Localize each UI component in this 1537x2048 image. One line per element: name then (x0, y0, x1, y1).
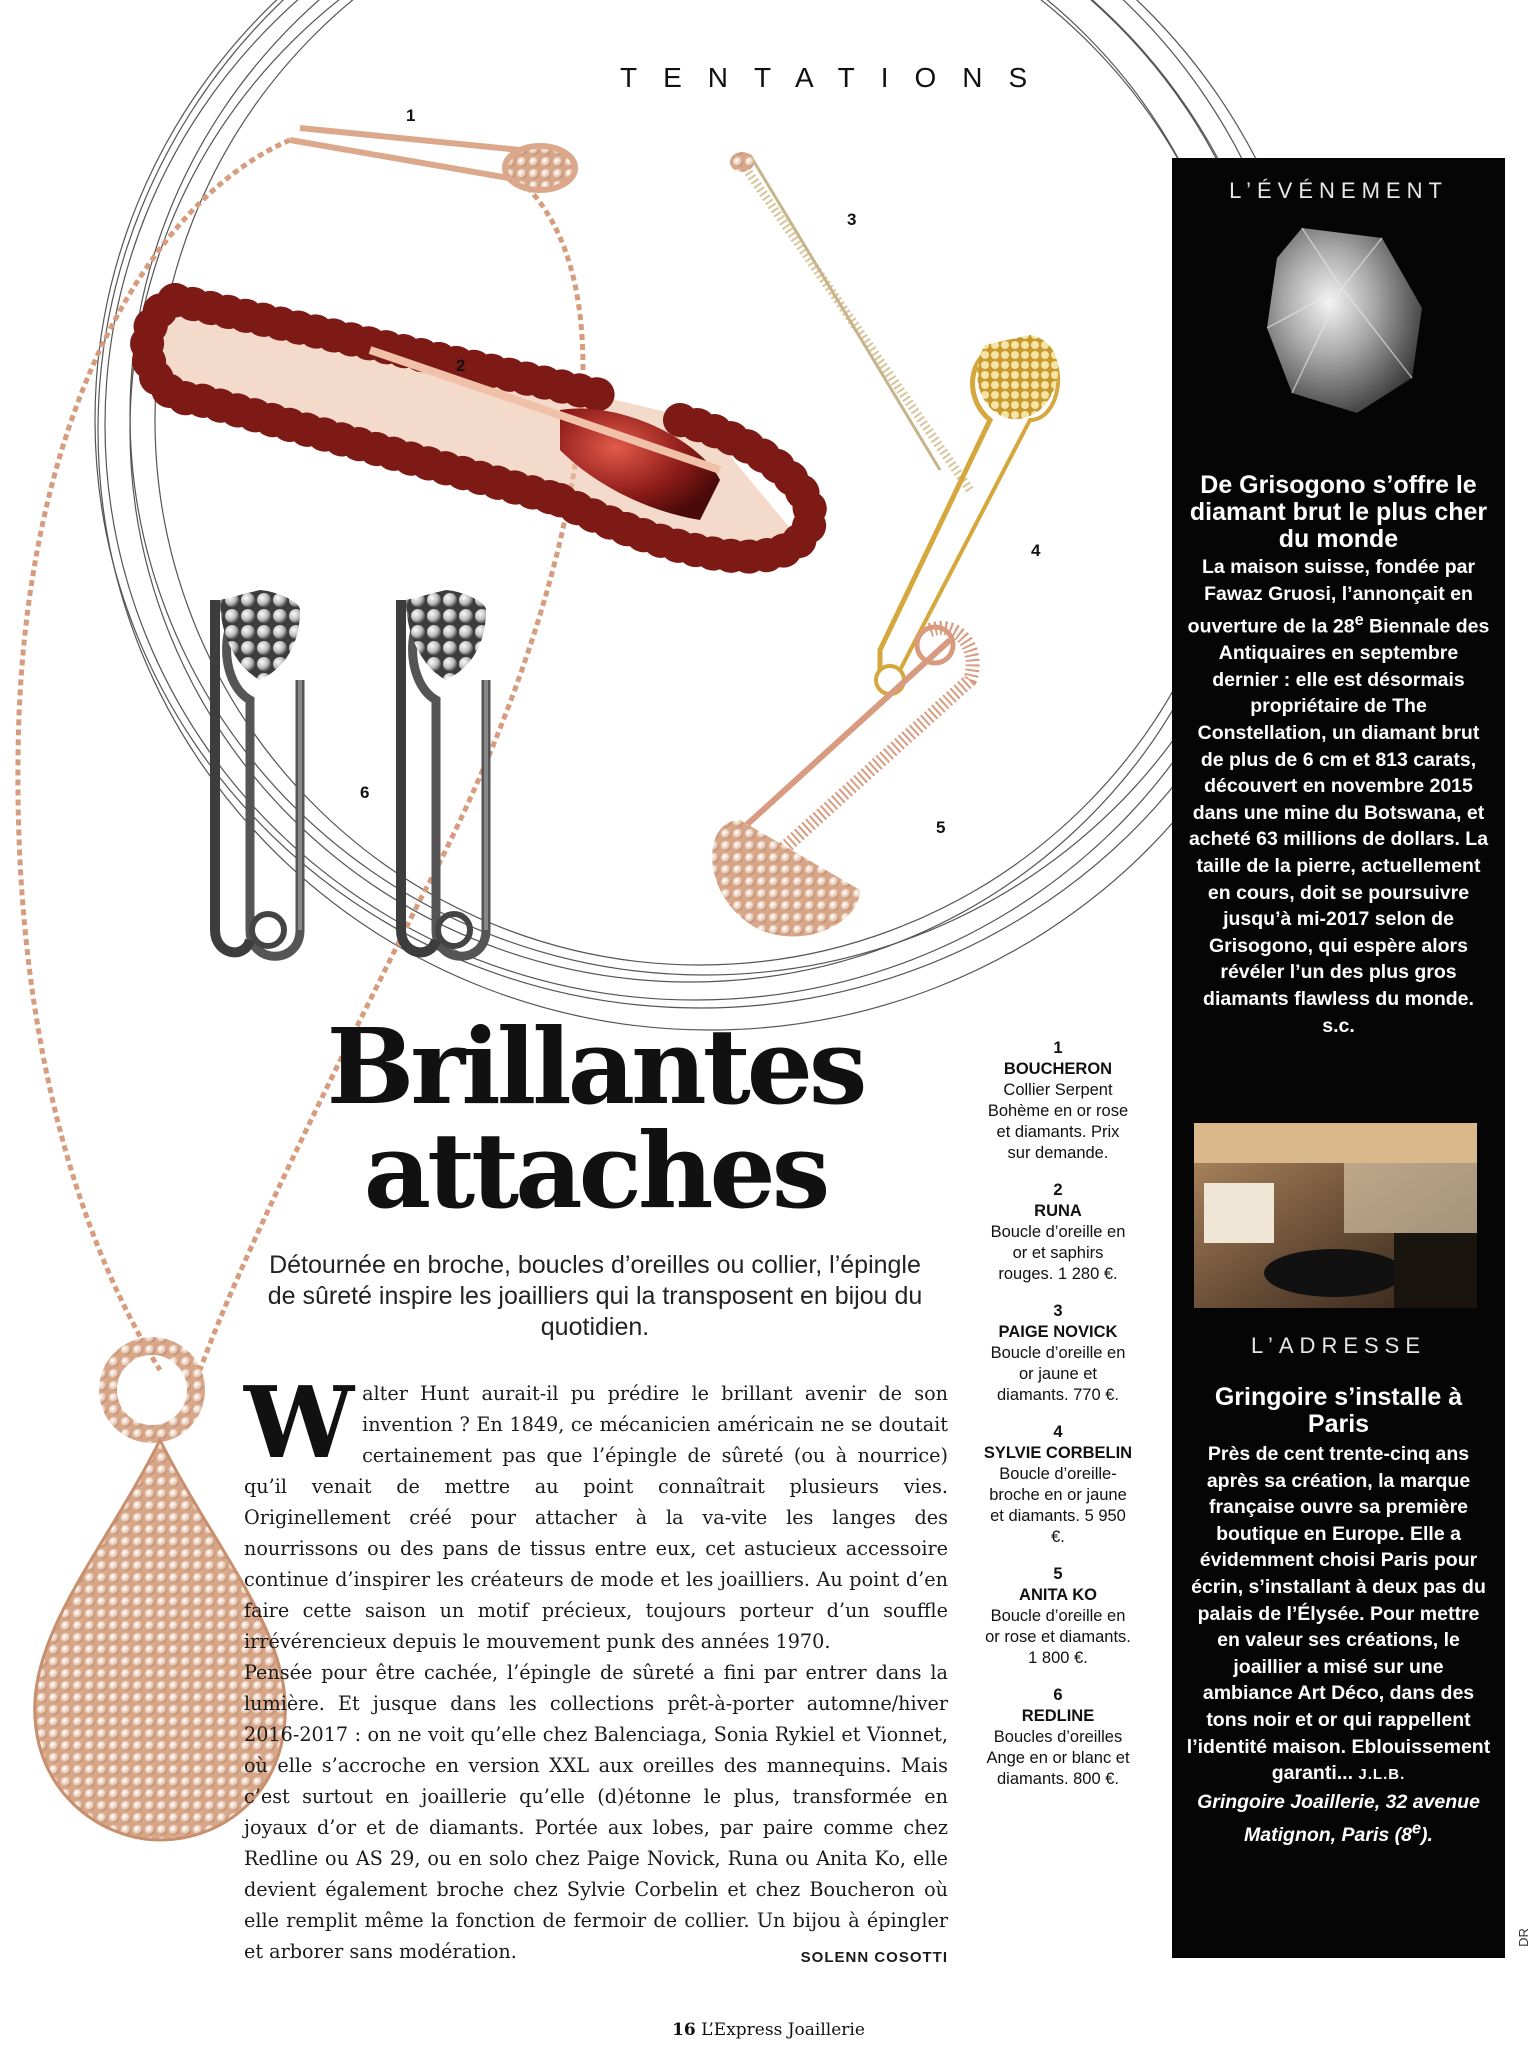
item-number-3: 3 (847, 210, 857, 229)
address-superscript: e (1411, 1819, 1422, 1838)
credit-description: Boucle d’oreille en or rose et diamants. 1 800 €. (985, 1607, 1131, 1667)
credit-description: Boucle d’oreille en or et saphirs rouges. 1 280 €. (990, 1223, 1126, 1283)
credit-brand: SYLVIE CORBELIN (983, 1444, 1133, 1462)
credit-item (983, 1180, 1133, 1285)
headline-line-2: attaches (363, 1109, 827, 1232)
item-number-1: 1 (406, 106, 416, 125)
address-line: Gringoire Joaillerie, 32 avenue Matignon, Paris (8 (1197, 1790, 1480, 1846)
address-label: L’ADRESSE (1250, 1333, 1427, 1358)
credit-brand: ANITA KO (1019, 1586, 1097, 1604)
credit-brand: PAIGE NOVICK (998, 1323, 1118, 1341)
clasp-pin (290, 128, 575, 190)
credit-number: 6 (1053, 1686, 1063, 1704)
event-title: De Grisogono s’offre le diamant brut le plus cher du monde (1189, 471, 1488, 553)
ruby-safety-pin (141, 295, 811, 564)
article-paragraph-2 (244, 1657, 948, 1967)
address-text (1186, 1441, 1491, 1848)
credit-item (983, 1685, 1133, 1790)
event-text-part-b: Biennale des Antiquaires en septembre dernier : elle est désormais propriétaire de The Constellation, un diamant brut de plus de 6 cm et 813 carats, découvert en novembre 2015 dans une mine du Botswana, et acheté 63 millions de dollars. La taille de la pierre, actuellement en cours, doit se poursuivre jusqu’à mi-2017 selon de Grisogono, qui espère alors révéler l’un des plus gros diamants flawless du monde. s.c. (1188, 615, 1490, 1037)
rose-gold-pave-pin (712, 627, 972, 936)
section-label: TENTATIONS (620, 62, 1054, 93)
credit-number: 5 (1053, 1565, 1063, 1583)
boutique-address (1197, 1791, 1480, 1846)
article-paragraph-1-text: alter Hunt aurait-il pu prédire le brillant avenir de son invention ? En 1849, ce mécanicien américain ne se doutait certainement pas que l’épingle de sûreté (ou à nourrice) qu’il venait de mettre au point connaîtrait plusieurs vies. Originellement créé pour attacher à la va-vite les langes des nourrissons ou des pans de tissus entre eux, cet astucieux accessoire continue d’inspirer les créateurs de mode et les joailliers. Au point d’en faire cette saison un motif précieux, toujours porteur d’un souffle irrévérencieux depuis le mouvement punk des années 1970. (244, 1382, 948, 1653)
credit-item (983, 1422, 1133, 1548)
article-body (244, 1366, 948, 1973)
event-label: L’ÉVÉNEMENT (1229, 178, 1448, 203)
address-signature: J.L.B. (1358, 1766, 1406, 1784)
credit-number: 3 (1053, 1302, 1063, 1320)
headline (300, 1005, 890, 1232)
photo-credit: DR (1515, 1928, 1531, 1947)
headline-line-1: Brillantes (326, 1005, 864, 1128)
credit-brand: REDLINE (1021, 1707, 1095, 1725)
product-credits (983, 1038, 1133, 1806)
article-paragraph-2-text: Pensée pour être cachée, l’épingle de sûreté a fini par entrer dans la lumière. Et jusque dans les collections prêt-à-porter automne/hiver 2016-2017 : on ne voit qu’elle chez Balenciaga, Sonia Rykiel et Vionnet, où elle s’accroche en version XXL aux oreilles des mannequins. Mais c’est surtout en joaillerie qu’elle (d)étonne le plus, transformée en joyaux d’or et de diamants. Portée aux lobes, par paire comme chez Redline ou AS 29, ou en solo chez Paige Novick, Runa ou Anita Ko, elle devient également broche chez Sylvie Corbelin et chez Boucheron où elle remplit même la fonction de fermoir de collier. Un bijou à épingler et arborer sans modération. (244, 1661, 948, 1963)
credit-number: 1 (1053, 1039, 1063, 1057)
credit-description: Collier Serpent Bohème en or rose et diamants. Prix sur demande. (987, 1081, 1129, 1162)
page-number: 16 (672, 2020, 696, 2040)
event-text (1186, 554, 1491, 1039)
boutique-interior-image (1194, 1123, 1477, 1308)
address-end: ). (1421, 1823, 1433, 1846)
standfirst: Détournée en broche, boucles d’oreilles ou collier, l’épingle de sûreté inspire les joailliers qui la transposent en bijou du quotidien. (267, 1251, 923, 1341)
event-text-superscript: e (1354, 611, 1364, 630)
credit-item (983, 1038, 1133, 1164)
credit-description: Boucle d’oreille-broche en or jaune et diamants. 5 950 €. (989, 1465, 1127, 1546)
publication-name: L’Express Joaillerie (701, 2020, 865, 2040)
article-paragraph-1 (244, 1366, 948, 1657)
credit-item (983, 1301, 1133, 1406)
credit-brand: RUNA (1034, 1202, 1082, 1220)
news-sidebar (1172, 158, 1505, 1958)
address-title: Gringoire s’installe à Paris (1214, 1383, 1463, 1438)
credit-description: Boucle d’oreille en or jaune et diamants. 770 €. (990, 1344, 1126, 1404)
credit-number: 4 (1053, 1423, 1063, 1441)
byline: SOLENN COSOTTI (800, 1949, 948, 1966)
credit-item (983, 1564, 1133, 1669)
page-footer (0, 2020, 1537, 2040)
item-number-6: 6 (360, 783, 370, 802)
credit-brand: BOUCHERON (1003, 1060, 1113, 1078)
event-text-part-a: La maison suisse, fondée par Fawaz Gruosi, l’annonçait en ouverture de la 28 (1187, 556, 1476, 638)
credit-description: Boucles d’oreilles Ange en or blanc et diamants. 800 €. (986, 1728, 1130, 1788)
credit-number: 2 (1053, 1181, 1063, 1199)
drop-cap: W (244, 1366, 355, 1481)
boutique-photo (1194, 1123, 1477, 1308)
rough-diamond-image (1262, 218, 1432, 418)
item-number-5: 5 (936, 818, 946, 837)
item-number-2: 2 (456, 356, 466, 375)
item-number-4: 4 (1031, 541, 1041, 560)
address-text-body: Près de cent trente-cinq ans après sa création, la marque française ouvre sa première boutique en Europe. Elle a évidemment choisi Paris pour écrin, s’installant à deux pas du palais de l’Élysée. Pour mettre en valeur ses créations, le joaillier a misé sur une ambiance Art Déco, dans des tons noir et or qui rappellent l’identité maison. Eblouissement garanti... (1186, 1443, 1491, 1785)
